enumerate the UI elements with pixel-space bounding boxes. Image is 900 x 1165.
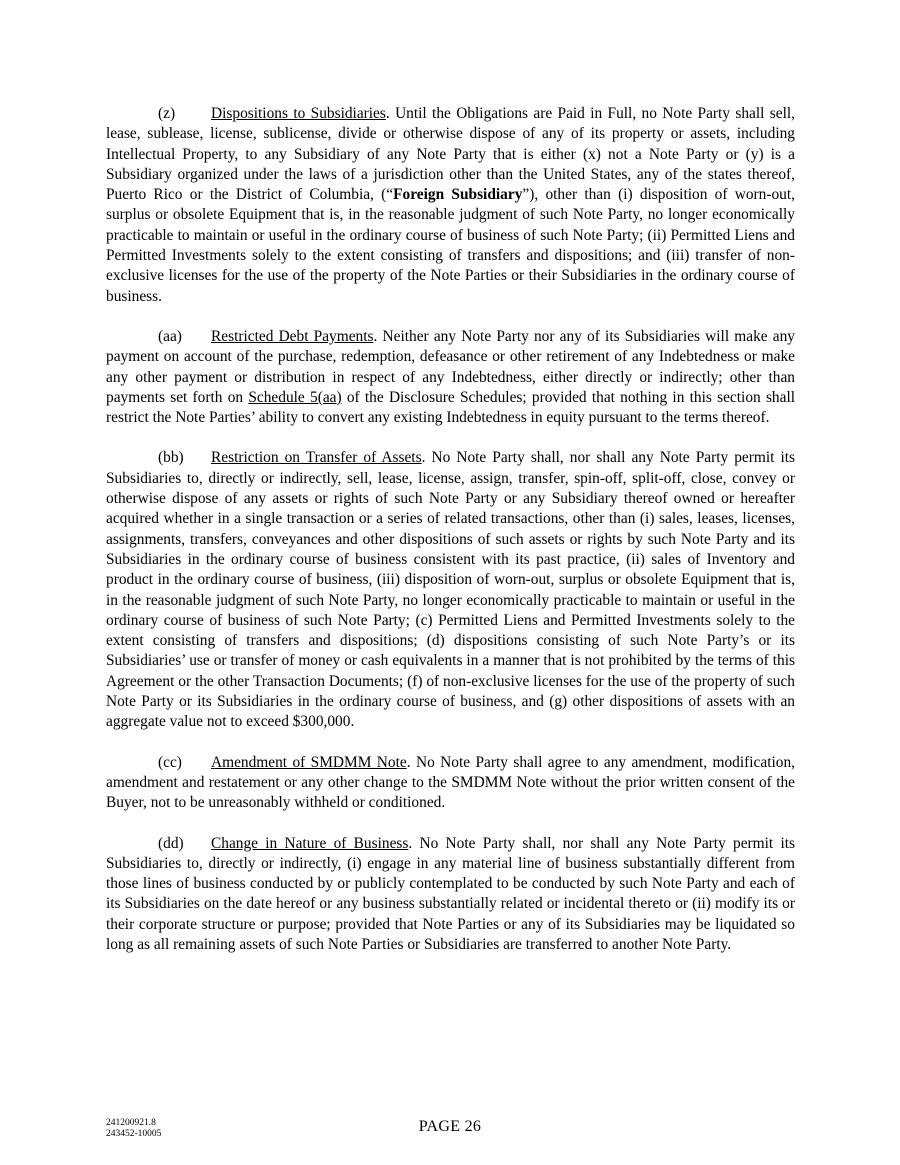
schedule-reference: Schedule 5(aa) <box>248 388 342 406</box>
section-aa <box>106 327 795 428</box>
section-cc <box>106 753 795 814</box>
document-id: 241200921.8 <box>106 1118 156 1128</box>
section-heading: Change in Nature of Business <box>211 834 409 852</box>
section-heading: Restricted Debt Payments <box>211 327 374 345</box>
section-text: . No Note Party shall, nor shall any Note Party permit its Subsidiaries to, directly or indirectly, (i) engage in any material line of business substantially different from those lines of business conducted by or publicly contemplated to be conducted by such Note Party and each of its Subsidiaries on the date hereof or any business substantially related or incidental thereto or (ii) modify its or their corporate structure or purpose; provided that Note Parties or any of its Subsidiaries may be liquidated so long as all remaining assets of such Note Parties or Subsidiaries are transferred to another Note Party. <box>106 834 795 953</box>
section-text: . Neither any Note Party nor any of its Subsidiaries will make any payment on account of the purchase, redemption, defeasance or other retirement of any Indebtedness or make any other payment or distribution in respect of any Indebtedness, either directly or indirectly; other than payments set forth on <box>106 327 796 406</box>
section-heading: Amendment of SMDMM Note <box>211 753 407 771</box>
section-heading: Restriction on Transfer of Assets <box>211 449 422 467</box>
defined-term: Foreign Subsidiary <box>393 186 523 204</box>
section-bb <box>106 448 795 732</box>
section-z <box>106 104 795 307</box>
section-heading: Dispositions to Subsidiaries <box>211 105 386 122</box>
section-number: (aa) <box>158 327 182 345</box>
section-number: (dd) <box>158 834 184 852</box>
page-number: PAGE 26 <box>418 1118 482 1135</box>
section-text: of the Disclosure Schedules; provided that nothing in this section shall restrict the Note Parties’ ability to convert any existing Indebtedness in equity pursuant to the terms thereof. <box>106 388 796 427</box>
section-number: (bb) <box>158 449 184 467</box>
document-body <box>106 104 795 975</box>
section-dd <box>106 834 795 956</box>
section-number: (cc) <box>158 753 182 771</box>
matter-id: 243452-10005 <box>106 1129 162 1139</box>
section-text: . No Note Party shall agree to any amendment, modification, amendment and restatement or any other change to the SMDMM Note without the prior written consent of the Buyer, not to be unreasonably withheld or conditioned. <box>106 753 795 812</box>
section-number: (z) <box>158 105 176 122</box>
section-text: ”), other than (i) disposition of worn-out, surplus or obsolete Equipment that is, in the reasonable judgment of such Note Party, no longer economically practicable to maintain or useful in the ordinary course of business of such Note Party; (ii) Permitted Liens and Permitted Investments solely to the extent consisting of transfers and dispositions; and (iii) transfer of non-exclusive licenses for the use of the property of the Note Parties or their Subsidiaries in the ordinary course of business. <box>106 186 795 305</box>
section-text: . No Note Party shall, nor shall any Note Party permit its Subsidiaries to, directly or indirectly, sell, lease, license, assign, transfer, spin-off, split-off, close, convey or otherwise dispose of any assets or rights of such Note Party or any Subsidiary thereof owned or hereafter acquired whether in a single transaction or a series of related transactions, other than (i) sales, leases, licenses, assignments, transfers, conveyances and other dispositions of such assets or rights by such Note Party and its Subsidiaries in the ordinary course of business consistent with its past practice, (ii) sales of Inventory and product in the ordinary course of business, (iii) disposition of worn-out, surplus or obsolete Equipment that is, in the reasonable judgment of such Note Party, no longer economically practicable to maintain or useful in the ordinary course of business of such Note Party; (c) Permitted Liens and Permitted Investments solely to the extent consisting of transfers and dispositions; (d) dispositions consisting of such Note Party’s or its Subsidiaries’ use or transfer of money or cash equivalents in a manner that is not prohibited by the terms of this Agreement or the other Transaction Documents; (f) of non-exclusive licenses for the use of the property of such Note Party or its Subsidiaries in the ordinary course of business, and (g) other dispositions of assets with an aggregate value not to exceed $300,000. <box>106 449 795 731</box>
section-text: . Until the Obligations are Paid in Full, no Note Party shall sell, lease, sublease, license, sublicense, divide or otherwise dispose of any of its property or assets, including Intellectual Property, to any Subsidiary of any Note Party that is either (x) not a Note Party or (y) is a Subsidiary organized under the laws of a jurisdiction other than the United States, any of the states thereof, Puerto Rico or the District of Columbia, (“ <box>106 105 796 204</box>
